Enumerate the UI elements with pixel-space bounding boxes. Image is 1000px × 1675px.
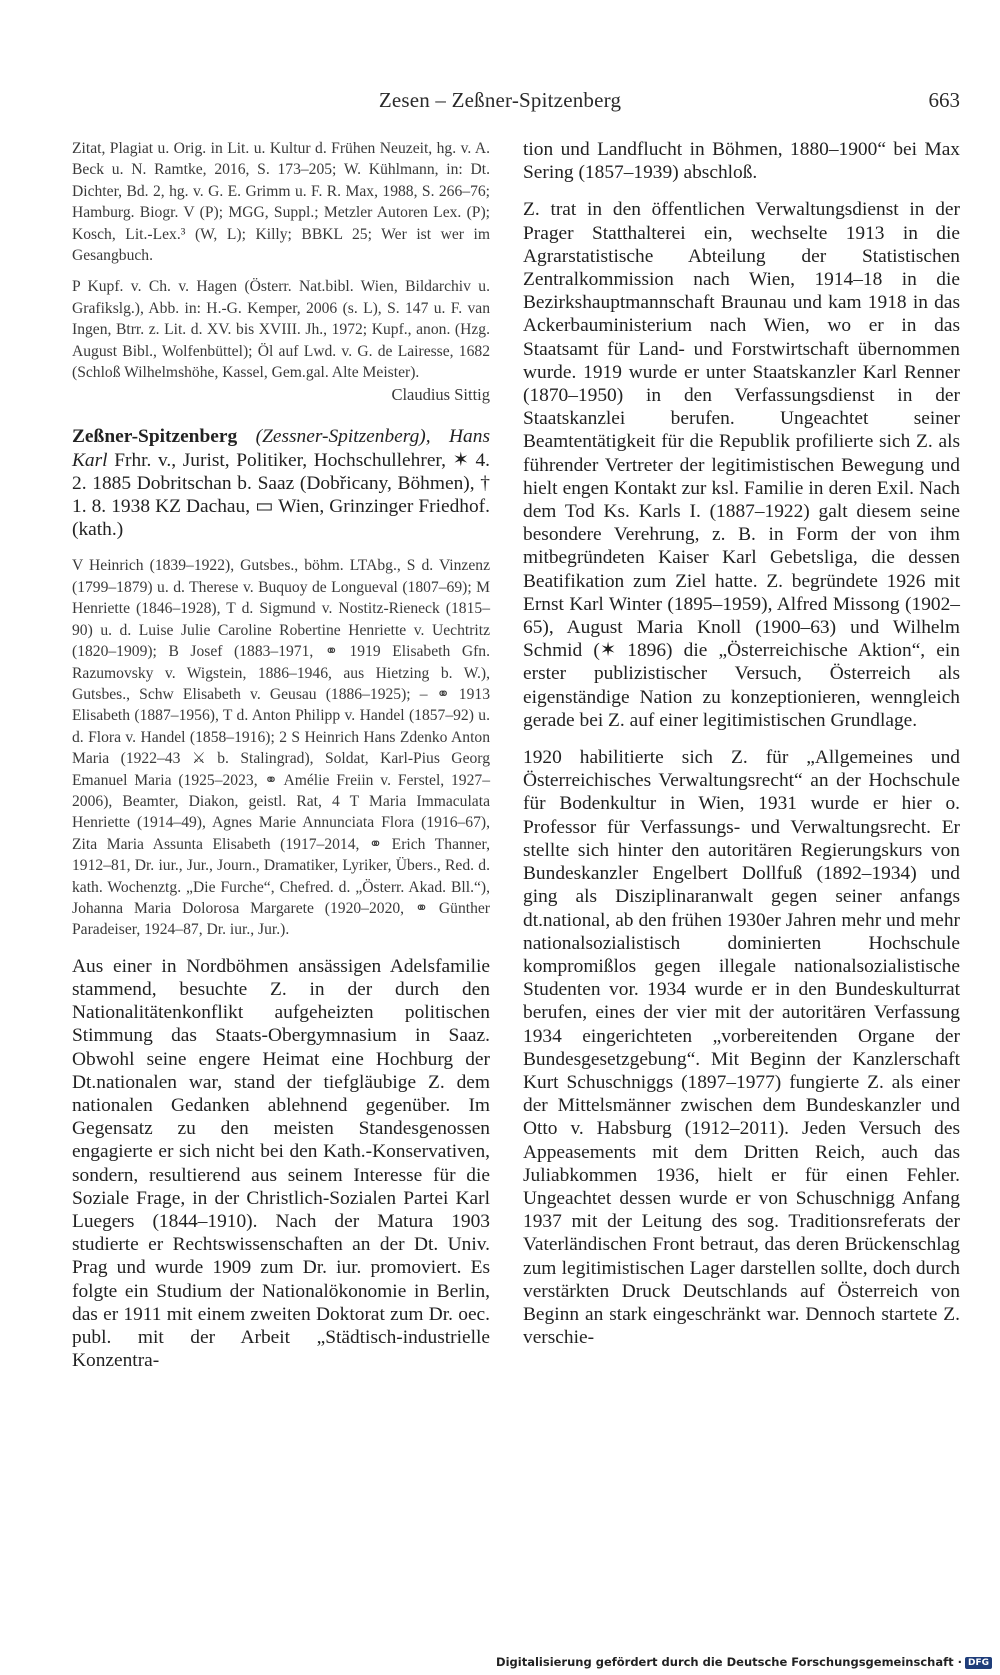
entry-summary: Frhr. v., Jurist, Politiker, Hochschullehrer, ✶ 4. 2. 1885 Dobritschan b. Saaz (Dobřicany, Böhmen), † 1. 8. 1938 KZ Dachau, ▭ Wien, Grinzinger Friedhof. (kath.) <box>72 449 490 541</box>
digitization-footer <box>496 1655 992 1669</box>
biography-paragraph-1-continued: tion und Landflucht in Böhmen, 1880–1900“ bei Max Sering (1857–1939) abschloß. <box>523 139 960 184</box>
previous-entry-portraits: P Kupf. v. Ch. v. Hagen (Österr. Nat.bibl. Wien, Bildarchiv u. Grafikslg.), Abb. in: H.-G. Kemper, 2006 (s. L), S. 147 u. F. van Ingen, Btrr. z. Lit. d. XV. bis XVIII. Jh., 1972; Kupf., anon. (Hzg. August Bibl., Wolfenbüttel); Öl auf Lwd. v. G. de Lairesse, 1682 (Schloß Wilhelmshöhe, Kassel, Gem.gal. Alte Meister). <box>72 278 490 382</box>
right-column <box>523 138 960 1349</box>
entry-heading <box>72 425 490 541</box>
entry-name-variant: (Zessner-Spitzenberg), <box>255 426 431 448</box>
previous-entry-bibliography: Zitat, Plagiat u. Orig. in Lit. u. Kultur d. Frühen Neuzeit, hg. v. A. Beck u. N. Ramtke, 2016, S. 173–205; W. Kühlmann, in: Dt. Dichter, Bd. 2, hg. v. G. E. Grimm u. F. R. Max, 1988, S. 266–76; Hamburg. Biogr. V (P); MGG, Suppl.; Metzler Autoren Lex. (P); Kosch, Lit.-Lex.³ (W, L); Killy; BBKL 25; Wer ist wer im Gesangbuch. <box>72 140 490 265</box>
entry-given-name: Hans Karl <box>72 426 490 471</box>
previous-entry-author: Claudius Sittig <box>391 385 490 405</box>
biography-paragraph-2: Z. trat in den öffentlichen Verwaltungsdienst in der Prager Statthalterei ein, wechselte 1913 in die Agrarstatistische Abteilung der Statistischen Zentralkommission nach Wien, 1914–18 in die Bezirkshauptmannschaft Braunau und kam 1918 in das Ackerbauministerium nach Wien, wo er in das Staatsamt für Land- und Forstwirtschaft übernommen wurde. 1919 wurde er unter Staatskanzler Karl Renner (1870–1950) in den Verfassungsdienst in der Staatskanzlei berufen. Ungeachtet seiner Beamtentätigkeit für die Republik profilierte sich Z. als führender Vertreter der legitimistischen Bewegung und hielt engen Kontakt zur ksl. Familie in deren Exil. Nach dem Tod Ks. Karls I. (1887–1922) galt diesem seine besondere Verehrung, z. B. in Form der von ihm mitbegründeten Kaiser Karl Gebetsliga, die dessen Beatifikation zum Ziel hatte. Z. begründete 1926 mit Ernst Karl Winter (1895–1959), Alfred Missong (1902–65), August Maria Knoll (1900–63) und Wilhelm Schmid (✶ 1896) die „Österreichische Aktion“, ein erster publizistischer Versuch, Österreich als eigenständige Nation zu konzeptionieren, wenngleich gerade bei Z. auf einer legitimistischen Grundlage. <box>523 199 960 731</box>
running-title: Zesen – Zeßner-Spitzenberg <box>378 88 622 112</box>
footer-text: Digitalisierung gefördert durch die Deutsche Forschungsgemeinschaft · <box>496 1655 962 1669</box>
biography-paragraph-1: Aus einer in Nordböhmen ansässigen Adelsfamilie stammend, besuchte Z. in der durch den Nationalitätenkonflikt aufgeheizten politischen Stimmung das Staats-Obergymnasium in Saaz. Obwohl seine engere Heimat eine Hochburg der Dt.nationalen war, stand der tiefgläubige Z. dem nationalen Gedanken ablehnend gegenüber. Im Gegensatz zu den meisten Standesgenossen engagierte er sich nicht bei den Kath.-Konservativen, sondern, resultierend aus seinem Interesse für die Soziale Frage, in der Christlich-Sozialen Partei Karl Luegers (1844–1910). Nach der Matura 1903 studierte er Rechtswissenschaften an der Dt. Univ. Prag und wurde 1909 zum Dr. iur. promoviert. Es folgte ein Studium der Nationalökonomie in Berlin, das er 1911 mit einem zweiten Doktorat zum Dr. oec. publ. mit der Arbeit „Städtisch-industrielle Konzentra- <box>72 955 490 1372</box>
entry-name: Zeßner-Spitzenberg <box>72 426 238 448</box>
biography-paragraph-3: 1920 habilitierte sich Z. für „Allgemeines und Österreichisches Verwaltungsrecht“ an der Hochschule für Bodenkultur in Wien, 1931 wurde er hier o. Professor für Verfassungs- und Verwaltungsrecht. Er stellte sich hinter den autoritären Regierungskurs von Bundeskanzler Engelbert Dollfuß (1892–1934) und ging als Disziplinaranwalt gegen seiner anfangs dt.national, ab den frühen 1930er Jahren mehr und mehr nationalsozialistisch dominierten Hochschule kompromißlos gegen illegale nationalsozialistische Studenten vor. 1934 wurde er in den Bundeskulturrat berufen, eines der vier mit der autoritären Verfassung 1934 eingerichteten „vorbereitenden Organe der Bundesgesetzgebung“. Mit Beginn der Kanzlerschaft Kurt Schuschniggs (1897–1977) fungierte Z. als einer der Mittelsmänner zwischen dem Bundeskanzler und Otto v. Habsburg (1912–2011). Jeden Versuch des Appeasements mit dem Dritten Reich, auch das Juliabkommen 1936, hielt er für einen Fehler. Ungeachtet dessen wurde er von Schuschnigg Anfang 1937 mit der Leitung des sog. Traditionsreferats der Vaterländischen Front betraut, das deren Brückenschlag zum legitimistischen Lager darstellen sollte, doch durch verstärkten Druck Deutschlands auf Österreich von Beginn an stark eingeschränkt war. Dennoch startete Z. verschie- <box>523 747 960 1349</box>
left-column <box>72 138 490 1372</box>
dfg-logo: DFG <box>965 1657 992 1669</box>
genealogy: V Heinrich (1839–1922), Gutsbes., böhm. LTAbg., S d. Vinzenz (1799–1879) u. d. Therese v. Buquoy de Longueval (1807–69); M Henriette (1846–1928), T d. Sigmund v. Nostitz-Rieneck (1815–90) u. d. Luise Julie Caroline Robertine Henriette v. Uechtritz (1820–1909); B Josef (1883–1971, ⚭ 1919 Elisabeth Gfn. Razumovsky v. Wigstein, 1886–1946, aus Hietzing b. W.), Gutsbes., Schw Elisabeth v. Geusau (1886–1925); – ⚭ 1913 Elisabeth (1887–1956), T d. Anton Philipp v. Handel (1857–92) u. d. Flora v. Handel (1858–1916); 2 S Heinrich Hans Zdenko Anton Maria (1922–43 ⚔ b. Stalingrad), Soldat, Karl-Pius Georg Emanuel Maria (1925–2023, ⚭ Amélie Freiin v. Ferstel, 1927–2006), Beamter, Diakon, geistl. Rat, 4 T Maria Immaculata Henriette (1914–49), Agnes Marie Annunciata Flora (1916–67), Zita Maria Assunta Elisabeth (1917–2014, ⚭ Erich Thanner, 1912–81, Dr. iur., Jur., Journ., Dramatiker, Lyriker, Übers., Red. d. kath. Wochenztg. „Die Furche“, Chefred. d. „Österr. Akad. Bll.“), Johanna Maria Dolorosa Margarete (1920–2020, ⚭ Günther Paradeiser, 1924–87, Dr. iur., Jur.). <box>72 557 490 939</box>
page-header <box>0 88 1000 118</box>
page-number: 663 <box>928 88 960 112</box>
